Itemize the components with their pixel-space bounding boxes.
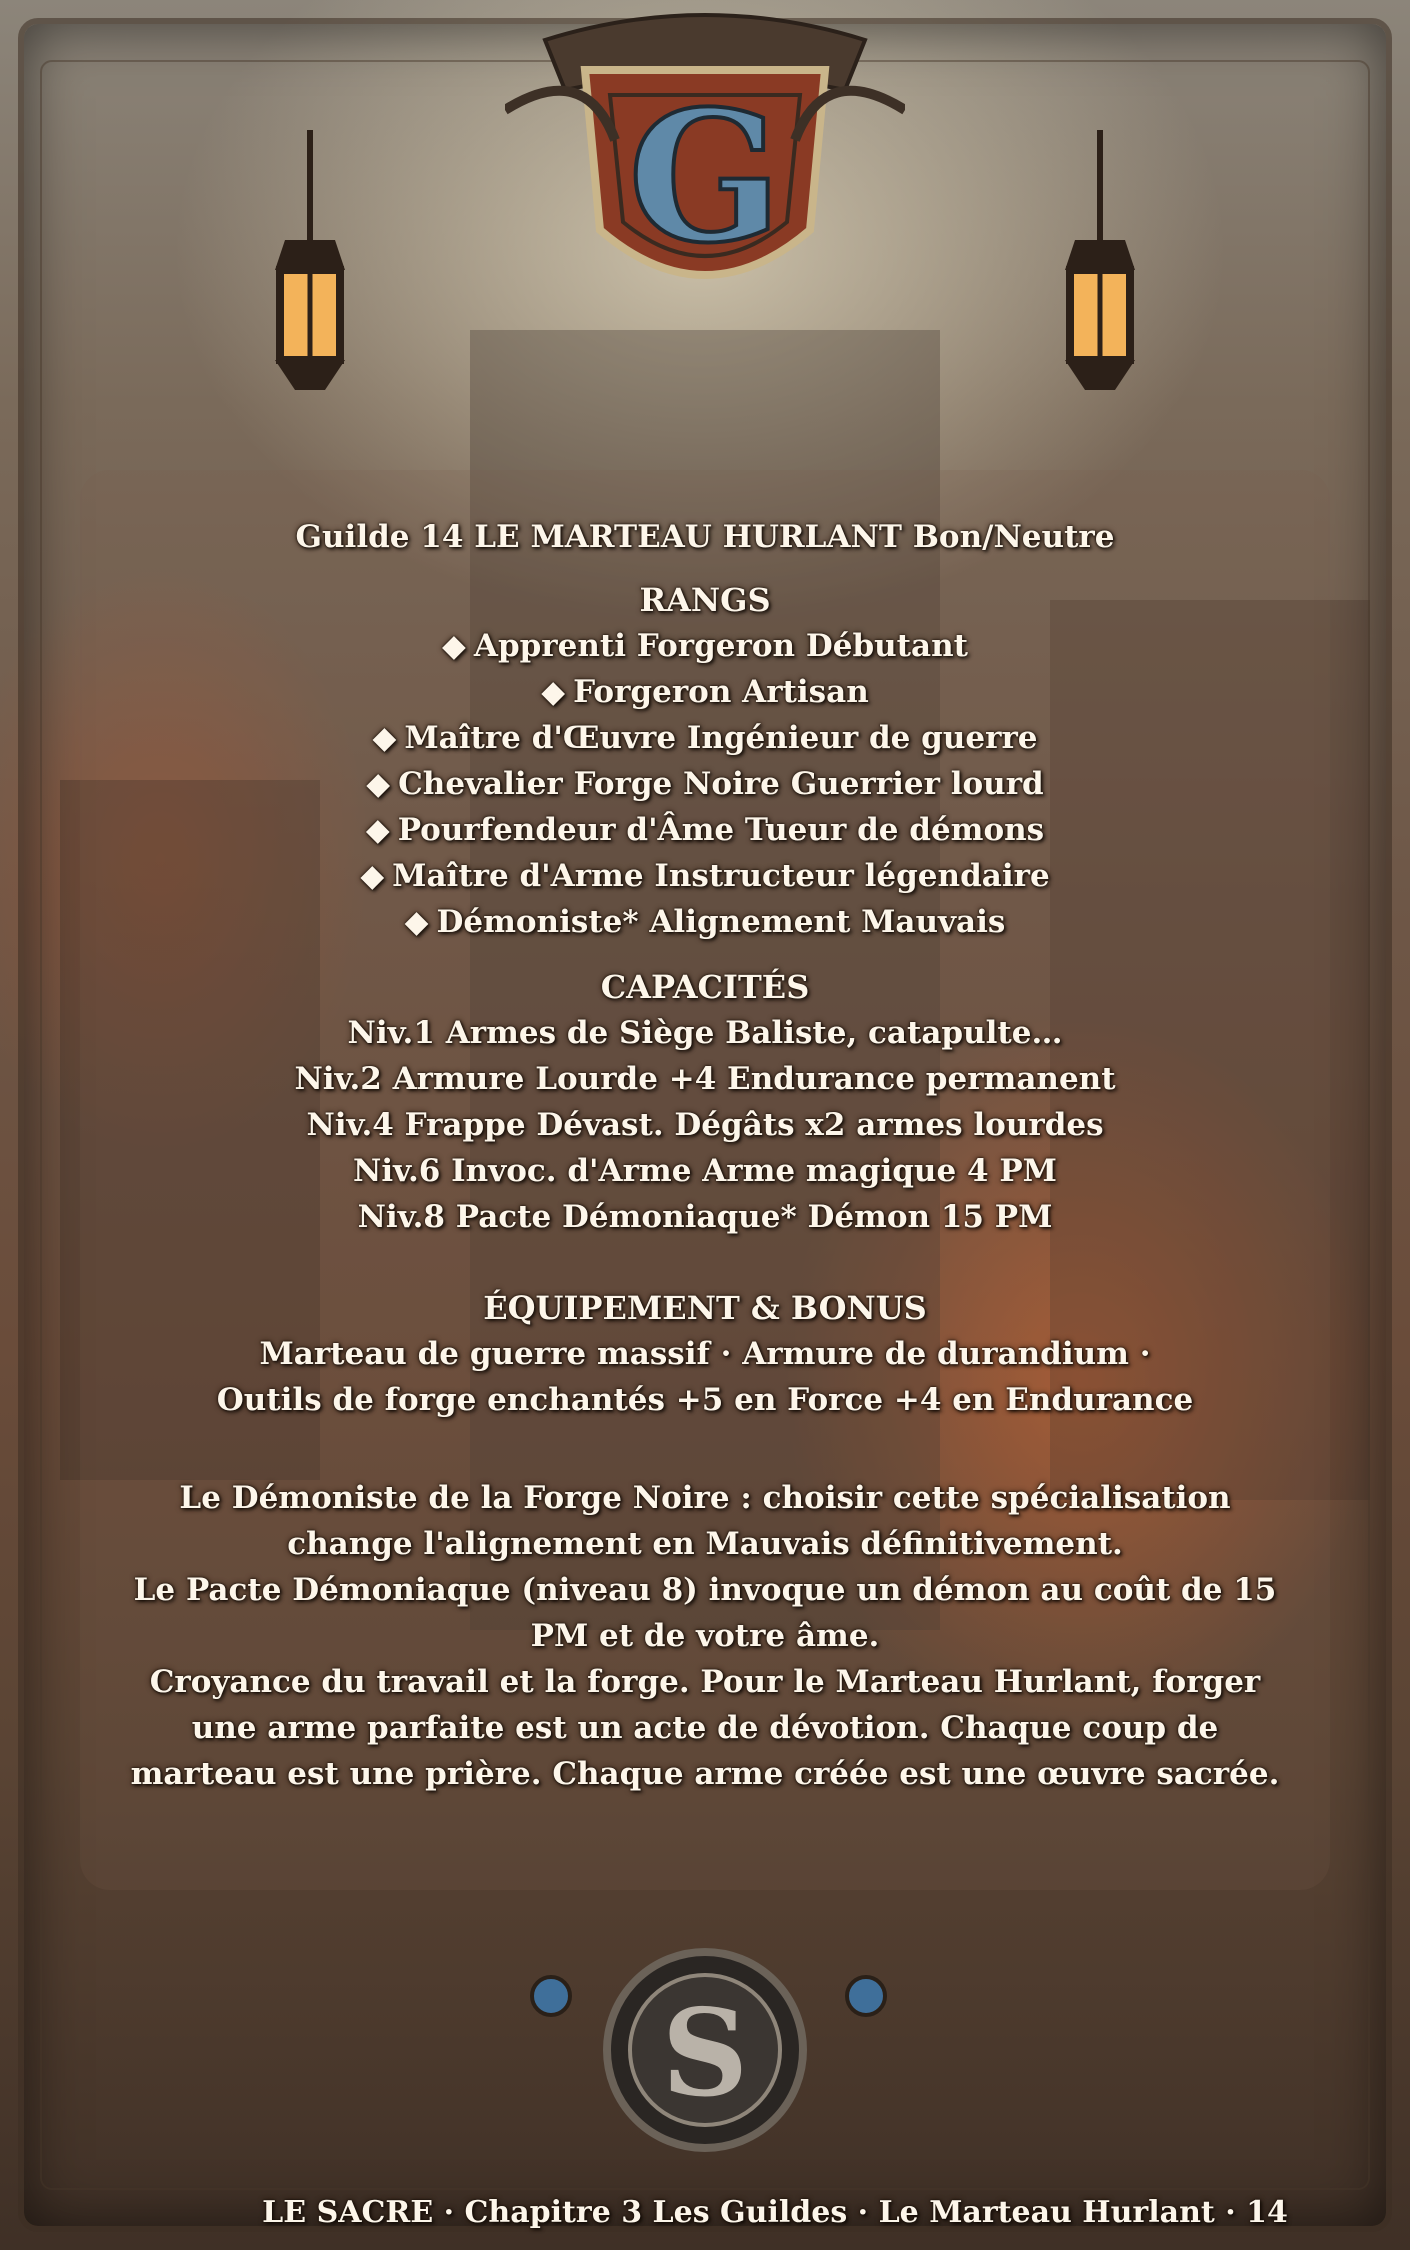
diamond-bullet-icon: ◆ [404,904,429,940]
notes-line: Croyance du travail et la forge. Pour le Marteau Hurlant, forger [149,1664,1261,1700]
notes-line: marteau est une prière. Chaque arme créée est une œuvre sacrée. [130,1756,1280,1792]
rank-label: Apprenti Forgeron Débutant [473,628,968,664]
emblem-letter: G [628,72,782,283]
guild-title: Guilde 14 LE MARTEAU HURLANT Bon/Neutre [295,519,1115,555]
notes-line: une arme parfaite est un acte de dévotion. Chaque coup de [191,1710,1219,1746]
ability-item: Niv.6 Invoc. d'Arme Arme magique 4 PM [353,1153,1057,1189]
page-footer: LE SACRE · Chapitre 3 Les Guildes · Le Marteau Hurlant · 14 [262,2195,1288,2230]
equipment-line: Outils de forge enchantés +5 en Force +4 en Endurance [216,1382,1194,1418]
rank-item [0,715,1410,761]
rank-item [0,669,1410,715]
rank-item [0,807,1410,853]
ability-item: Niv.4 Frappe Dévast. Dégâts x2 armes lourdes [306,1107,1104,1143]
rank-label: Démoniste* Alignement Mauvais [436,904,1006,940]
diamond-bullet-icon: ◆ [541,674,566,710]
equipment-line: Marteau de guerre massif · Armure de durandium · [259,1336,1151,1372]
diamond-bullet-icon: ◆ [365,812,390,848]
ranks-heading: RANGS [639,581,771,619]
diamond-bullet-icon: ◆ [366,766,391,802]
rank-label: Forgeron Artisan [573,674,869,710]
rank-item [0,899,1410,945]
equipment-heading: ÉQUIPEMENT & BONUS [483,1289,927,1327]
notes-line: Le Pacte Démoniaque (niveau 8) invoque un démon au coût de 15 [133,1572,1277,1608]
rank-label: Maître d'Œuvre Ingénieur de guerre [404,720,1038,756]
diamond-bullet-icon: ◆ [360,858,385,894]
abilities-heading: CAPACITÉS [600,968,810,1006]
rank-label: Maître d'Arme Instructeur légendaire [392,858,1050,894]
rank-item [0,853,1410,899]
ability-item: Niv.1 Armes de Siège Baliste, catapulte… [347,1015,1063,1051]
notes-line: Le Démoniste de la Forge Noire : choisir cette spécialisation [179,1480,1231,1516]
rank-item [0,623,1410,669]
rank-label: Chevalier Forge Noire Guerrier lourd [398,766,1044,802]
notes-line: change l'alignement en Mauvais définitivement. [287,1526,1123,1562]
notes-line: PM et de votre âme. [530,1618,880,1654]
rank-label: Pourfendeur d'Âme Tueur de démons [397,812,1045,848]
ability-item: Niv.8 Pacte Démoniaque* Démon 15 PM [357,1199,1053,1235]
seal-letter: S [661,1983,749,2124]
diamond-bullet-icon: ◆ [442,628,466,664]
rank-item [0,761,1410,807]
diamond-bullet-icon: ◆ [372,720,397,756]
ability-item: Niv.2 Armure Lourde +4 Endurance permanent [294,1061,1116,1097]
